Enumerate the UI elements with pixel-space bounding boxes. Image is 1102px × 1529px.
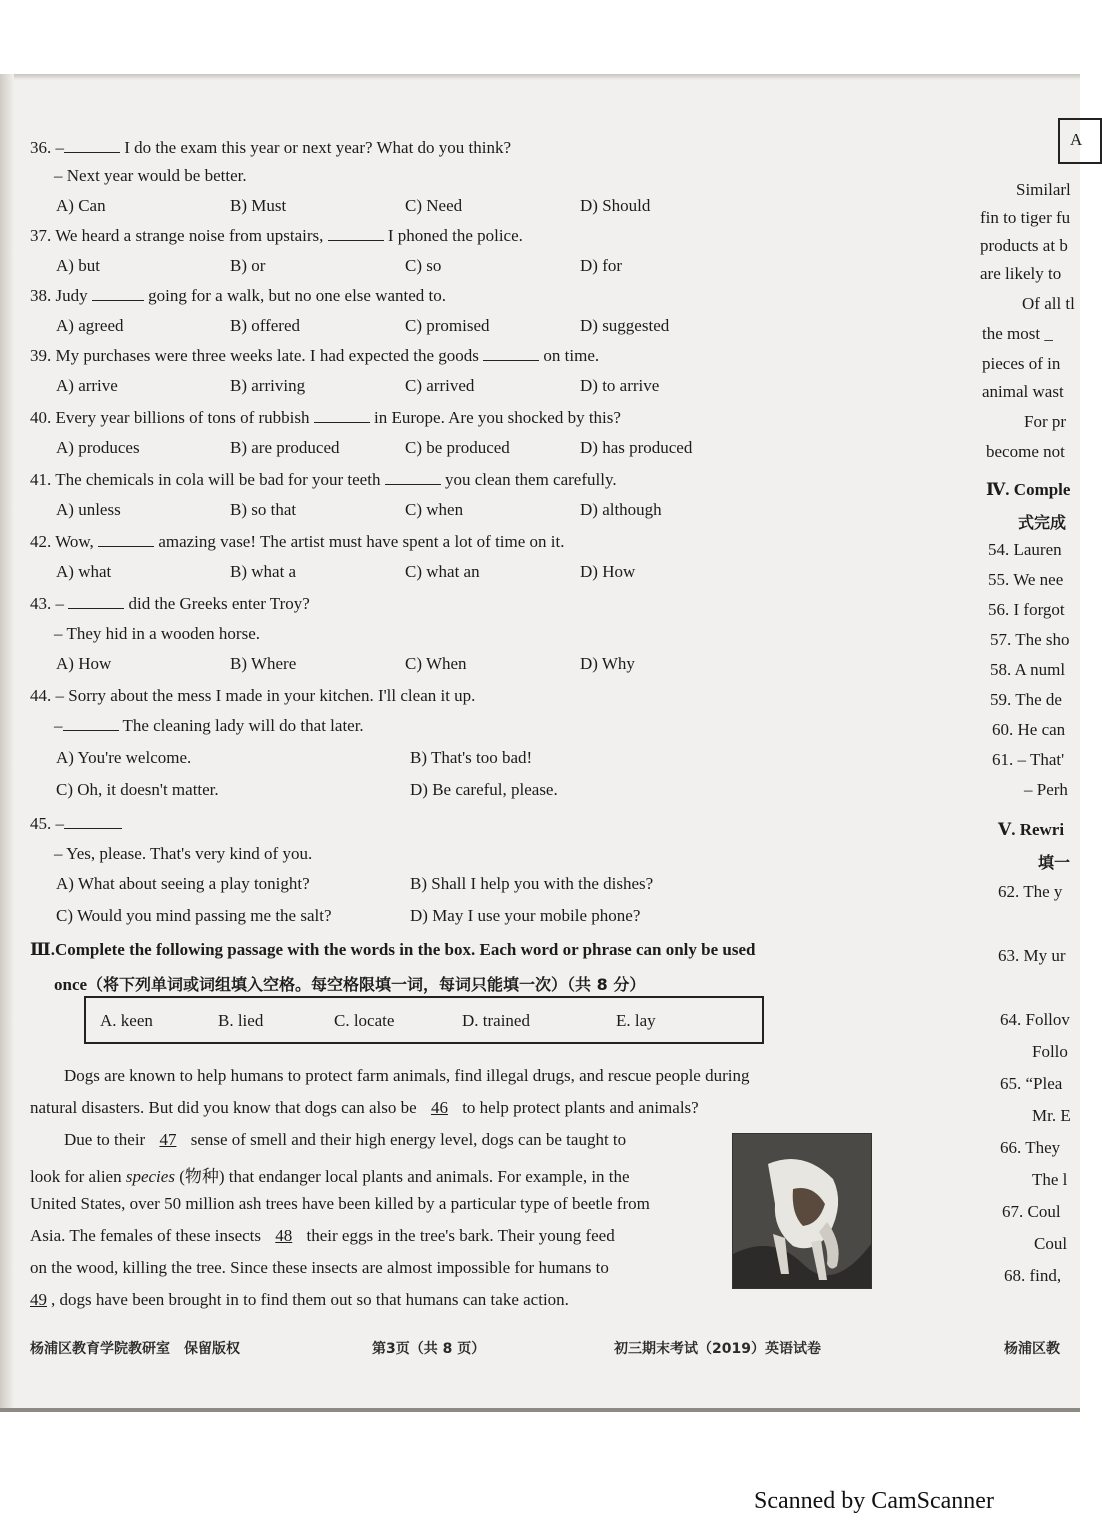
right-line: 56. I forgot xyxy=(988,600,1065,619)
option-40b: B) are produced xyxy=(230,438,340,457)
section-3-title-line2: once（将下列单词或词组填入空格。每空格限填一词，每词只能填一次）（共 8 分） xyxy=(54,975,646,994)
right-box: A xyxy=(1058,118,1102,164)
passage-line-1: Dogs are known to help humans to protect farm animals, find illegal drugs, and rescue people during xyxy=(64,1066,750,1085)
option-43b: B) Where xyxy=(230,654,297,673)
word-box-b: B. lied xyxy=(218,1011,264,1030)
option-43d: D) Why xyxy=(580,654,635,673)
right-line: fin to tiger fu xyxy=(980,208,1071,227)
dog-illustration-icon xyxy=(733,1134,871,1288)
option-44d: D) Be careful, please. xyxy=(410,780,558,799)
right-line: – Perh xyxy=(1024,780,1068,799)
option-43a: A) How xyxy=(56,654,112,673)
right-line: 66. They xyxy=(1000,1138,1061,1157)
question-43: 43. – did the Greeks enter Troy? xyxy=(30,594,310,613)
right-line: 61. – That' xyxy=(992,750,1065,769)
right-line: Similarl xyxy=(1016,180,1071,199)
question-41: 41. The chemicals in cola will be bad for your teeth you clean them carefully. xyxy=(30,470,617,489)
footer-copyright: 杨浦区教育学院教研室 保留版权 xyxy=(30,1341,240,1357)
option-39d: D) to arrive xyxy=(580,376,660,395)
question-39: 39. My purchases were three weeks late. I had expected the goods on time. xyxy=(30,346,600,365)
question-44-reply: – The cleaning lady will do that later. xyxy=(54,716,364,735)
option-38a: A) agreed xyxy=(56,316,124,335)
word-box xyxy=(84,996,764,1044)
option-44b: B) That's too bad! xyxy=(410,748,533,767)
dog-photo xyxy=(732,1133,872,1289)
option-44a: A) You're welcome. xyxy=(56,748,192,767)
question-42: 42. Wow, amazing vase! The artist must have spent a lot of time on it. xyxy=(30,532,565,551)
option-38c: C) promised xyxy=(405,316,490,335)
option-36a: A) Can xyxy=(56,196,106,215)
right-line: are likely to xyxy=(980,264,1062,283)
question-36-reply: – Next year would be better. xyxy=(54,166,247,185)
right-line: become not xyxy=(986,442,1065,461)
passage-line-2: natural disasters. But did you know that dogs can also be 46 to help protect plants and animals? xyxy=(30,1098,699,1117)
right-line: 57. The sho xyxy=(990,630,1070,649)
passage-line-7: on the wood, killing the tree. Since these insects are almost impossible for humans to xyxy=(30,1258,609,1277)
passage-line-6: Asia. The females of these insects 48 their eggs in the tree's bark. Their young feed xyxy=(30,1226,615,1245)
right-line: 62. The y xyxy=(998,882,1063,901)
passage-line-8: 49 , dogs have been brought in to find them out so that humans can take action. xyxy=(30,1290,569,1309)
option-45c: C) Would you mind passing me the salt? xyxy=(56,906,332,925)
option-36d: D) Should xyxy=(580,196,651,215)
question-40: 40. Every year billions of tons of rubbish in Europe. Are you shocked by this? xyxy=(30,408,621,427)
right-section-5: Ⅴ. Rewri xyxy=(998,820,1065,839)
word-box-a: A. keen xyxy=(100,1011,153,1030)
right-line: Follo xyxy=(1032,1042,1068,1061)
right-line: animal wast xyxy=(982,382,1064,401)
option-37d: D) for xyxy=(580,256,623,275)
right-line: For pr xyxy=(1024,412,1067,431)
right-line: 63. My ur xyxy=(998,946,1066,965)
option-38b: B) offered xyxy=(230,316,301,335)
option-39c: C) arrived xyxy=(405,376,475,395)
option-42b: B) what a xyxy=(230,562,297,581)
page-bottom-edge xyxy=(0,1408,1080,1412)
word-box-c: C. locate xyxy=(334,1011,395,1030)
footer-page-number: 第3页（共 8 页） xyxy=(372,1341,486,1357)
right-line: Of all tl xyxy=(1022,294,1075,313)
right-section-4: Ⅳ. Comple xyxy=(986,480,1071,499)
right-line: The l xyxy=(1032,1170,1068,1189)
question-43-reply: – They hid in a wooden horse. xyxy=(54,624,261,643)
option-45d: D) May I use your mobile phone? xyxy=(410,906,641,925)
right-line: 式完成 xyxy=(1018,513,1067,532)
option-36c: C) Need xyxy=(405,196,463,215)
section-3-title: Ⅲ.Complete the following passage with the words in the box. Each word or phrase can only be used xyxy=(30,940,756,959)
right-line: 67. Coul xyxy=(1002,1202,1061,1221)
question-36: 36. – I do the exam this year or next year? What do you think? xyxy=(30,138,512,157)
right-line: Mr. E xyxy=(1032,1106,1071,1125)
option-37c: C) so xyxy=(405,256,442,275)
passage-line-4: look for alien species (物种) that endanger local plants and animals. For example, in the xyxy=(30,1167,630,1186)
option-44c: C) Oh, it doesn't matter. xyxy=(56,780,219,799)
right-line: Coul xyxy=(1034,1234,1068,1253)
question-44: 44. – Sorry about the mess I made in your kitchen. I'll clean it up. xyxy=(30,686,476,705)
scanner-watermark: Scanned by CamScanner xyxy=(754,1488,994,1514)
option-40c: C) be produced xyxy=(405,438,510,457)
option-36b: B) Must xyxy=(230,196,287,215)
page-left-shadow xyxy=(0,74,14,1412)
right-line: 59. The de xyxy=(990,690,1062,709)
question-45: 45. – xyxy=(30,814,122,834)
option-40d: D) has produced xyxy=(580,438,693,457)
option-41d: D) although xyxy=(580,500,662,519)
right-line: 58. A numl xyxy=(990,660,1066,679)
question-37: 37. We heard a strange noise from upstairs, I phoned the police. xyxy=(30,226,523,245)
option-42d: D) How xyxy=(580,562,636,581)
right-line: 64. Follov xyxy=(1000,1010,1070,1029)
right-footer: 杨浦区教 xyxy=(1004,1341,1060,1357)
option-42c: C) what an xyxy=(405,562,480,581)
right-line: products at b xyxy=(980,236,1068,255)
right-line: 55. We nee xyxy=(988,570,1064,589)
option-41b: B) so that xyxy=(230,500,297,519)
option-37b: B) or xyxy=(230,256,266,275)
passage-line-5: United States, over 50 million ash trees have been killed by a particular type of beetle from xyxy=(30,1194,650,1213)
question-38: 38. Judy going for a walk, but no one else wanted to. xyxy=(30,286,447,305)
option-37a: A) but xyxy=(56,256,100,275)
option-38d: D) suggested xyxy=(580,316,670,335)
passage-line-3: Due to their 47 sense of smell and their high energy level, dogs can be taught to xyxy=(64,1130,627,1149)
option-41a: A) unless xyxy=(56,500,121,519)
word-box-d: D. trained xyxy=(462,1011,530,1030)
exam-page xyxy=(0,74,1083,1412)
option-39a: A) arrive xyxy=(56,376,118,395)
right-line: 60. He can xyxy=(992,720,1066,739)
page-top-edge xyxy=(0,74,1080,80)
right-line: the most _ xyxy=(982,324,1053,343)
option-45b: B) Shall I help you with the dishes? xyxy=(410,874,654,893)
next-page-column xyxy=(978,74,1083,1412)
footer-exam-title: 初三期末考试（2019）英语试卷 xyxy=(614,1341,821,1357)
right-line: 65. “Plea xyxy=(1000,1074,1063,1093)
option-39b: B) arriving xyxy=(230,376,306,395)
right-line: 填一 xyxy=(1038,853,1071,872)
right-line: 54. Lauren xyxy=(988,540,1062,559)
option-41c: C) when xyxy=(405,500,464,519)
option-45a: A) What about seeing a play tonight? xyxy=(56,874,310,893)
word-box-e: E. lay xyxy=(616,1011,656,1030)
right-line: 68. find, xyxy=(1004,1266,1062,1285)
question-45-reply: – Yes, please. That's very kind of you. xyxy=(54,844,313,863)
option-40a: A) produces xyxy=(56,438,140,457)
option-42a: A) what xyxy=(56,562,112,581)
option-43c: C) When xyxy=(405,654,467,673)
right-line: pieces of in xyxy=(982,354,1061,373)
